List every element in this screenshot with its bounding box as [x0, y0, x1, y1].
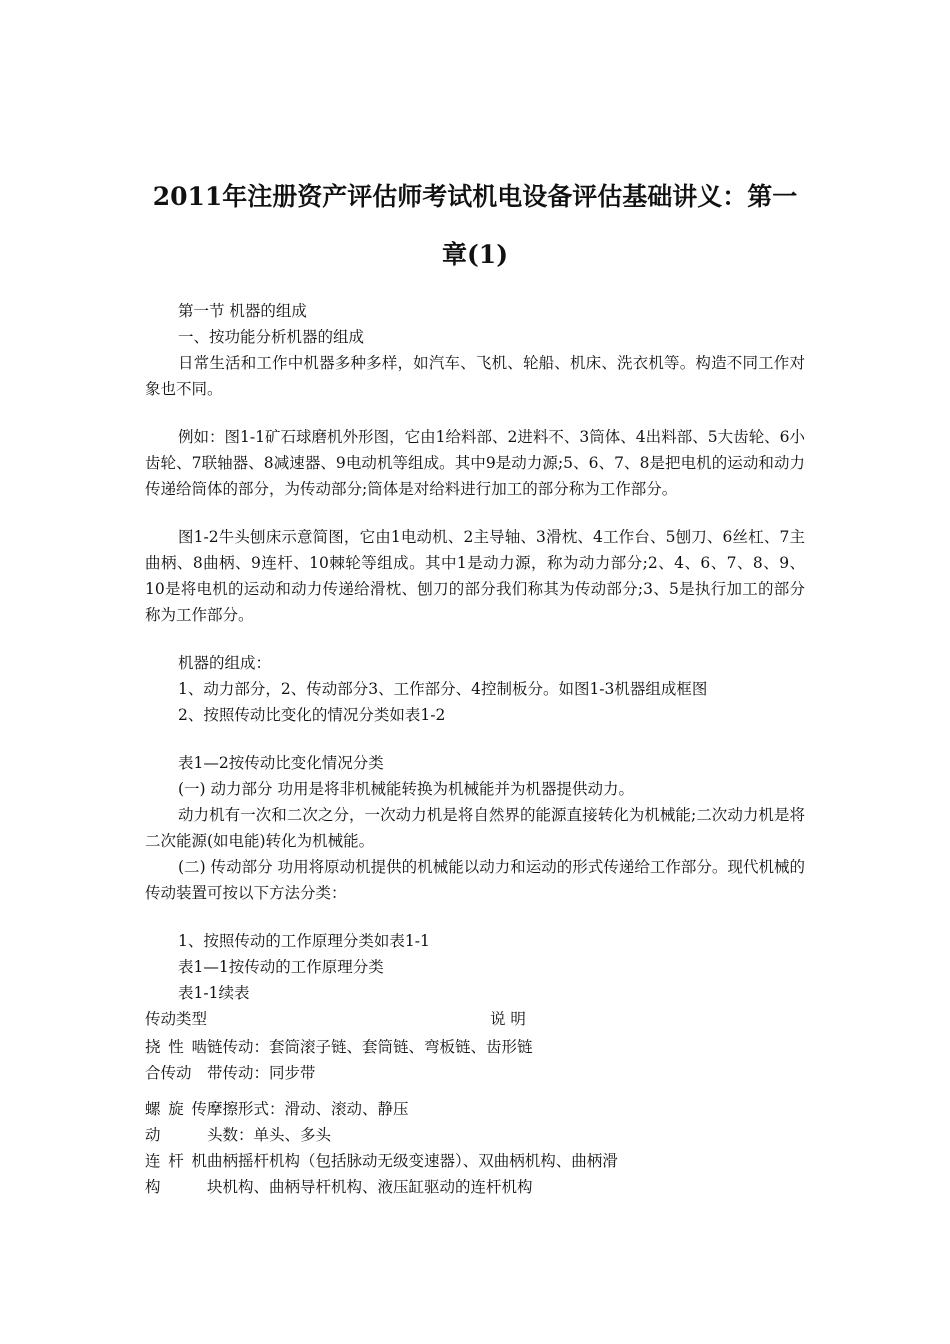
table-header-desc: 说 明 [490, 1010, 526, 1028]
paragraph: (一) 动力部分 功用是将非机械能转换为机械能并为机器提供动力。 [178, 780, 634, 798]
type-line: 连杆机 [145, 1152, 207, 1170]
document-body [145, 298, 805, 1200]
paragraph: 动力机有一次和二次之分，一次动力机是将自然界的能源直接转化为机械能;二次动力机是将二次能源(如电能)转化为机械能。 [145, 806, 805, 850]
paragraph: 2、按照传动比变化的情况分类如表1-2 [178, 706, 446, 724]
table-caption: 表1-1续表 [178, 984, 250, 1002]
paragraph: 1、按照传动的工作原理分类如表1-1 [178, 932, 430, 950]
paragraph: 图1-2牛头刨床示意简图，它由1电动机、2主导轴、3滑枕、4工作台、5刨刀、6丝杠、7主曲柄、8曲柄、9连杆、10棘轮等组成。其中1是动力源，称为动力部分;2、4、6、7、8、9、10是将电机的运动和动力传递给滑枕、刨刀的部分我们称其为传动部分;3、5是执行加工的部分称为工作部分。 [145, 528, 805, 624]
paragraph: 机器的组成： [178, 654, 272, 672]
desc-line: 链传动：套筒滚子链、套筒链、弯板链、齿形链 [207, 1038, 533, 1056]
paragraph: 1、动力部分，2、传动部分3、工作部分、4控制板分。如图1-3机器组成框图 [178, 680, 708, 698]
table-header-type: 传动类型 [145, 1010, 208, 1028]
table-row [145, 1096, 805, 1148]
document-title [130, 168, 820, 284]
table-cell-type [145, 1034, 207, 1086]
table-cell-type [145, 1148, 207, 1200]
table-header-row [145, 1006, 805, 1032]
subsection-heading: 一、按功能分析机器的组成 [178, 328, 365, 346]
type-line: 螺旋传 [145, 1100, 207, 1118]
table-row [145, 1148, 805, 1200]
title-line-1: 2011年注册资产评估师考试机电设备评估基础讲义：第一 [152, 182, 798, 211]
table-cell-desc [207, 1148, 805, 1200]
section-heading: 第一节 机器的组成 [178, 302, 307, 320]
paragraph: (二) 传动部分 功用将原动机提供的机械能以动力和运动的形式传递给工作部分。现代机械的传动装置可按以下方法分类： [145, 858, 805, 902]
table-row [145, 1034, 805, 1086]
table-cell-desc [207, 1034, 805, 1086]
type-line: 挠性啮 [145, 1038, 207, 1056]
table-caption: 表1—2按传动比变化情况分类 [178, 754, 384, 772]
desc-line: 头数：单头、多头 [207, 1126, 332, 1144]
title-line-2: 章(1) [441, 240, 509, 269]
paragraph: 日常生活和工作中机器多种多样，如汽车、飞机、轮船、机床、洗衣机等。构造不同工作对象也不同。 [145, 354, 805, 398]
desc-line: 曲柄摇杆机构（包括脉动无级变速器）、双曲柄机构、曲柄滑 [207, 1152, 618, 1170]
desc-line: 带传动：同步带 [207, 1064, 316, 1082]
table-cell-desc [207, 1096, 805, 1148]
type-line: 合传动 [145, 1064, 192, 1082]
table-cell-type [145, 1096, 207, 1148]
desc-line: 块机构、曲柄导杆机构、液压缸驱动的连杆机构 [207, 1178, 533, 1196]
type-line: 构 [145, 1178, 161, 1196]
paragraph: 例如：图1-1矿石球磨机外形图，它由1给料部、2进料不、3筒体、4出料部、5大齿轮、6小齿轮、7联轴器、8减速器、9电动机等组成。其中9是动力源;5、6、7、8是把电机的运动和动力传递给筒体的部分，为传动部分;筒体是对给料进行加工的部分称为工作部分。 [145, 428, 805, 498]
transmission-table [145, 1006, 805, 1200]
type-line: 动 [145, 1126, 161, 1144]
table-caption: 表1—1按传动的工作原理分类 [178, 958, 384, 976]
desc-line: 摩擦形式：滑动、滚动、静压 [207, 1100, 409, 1118]
